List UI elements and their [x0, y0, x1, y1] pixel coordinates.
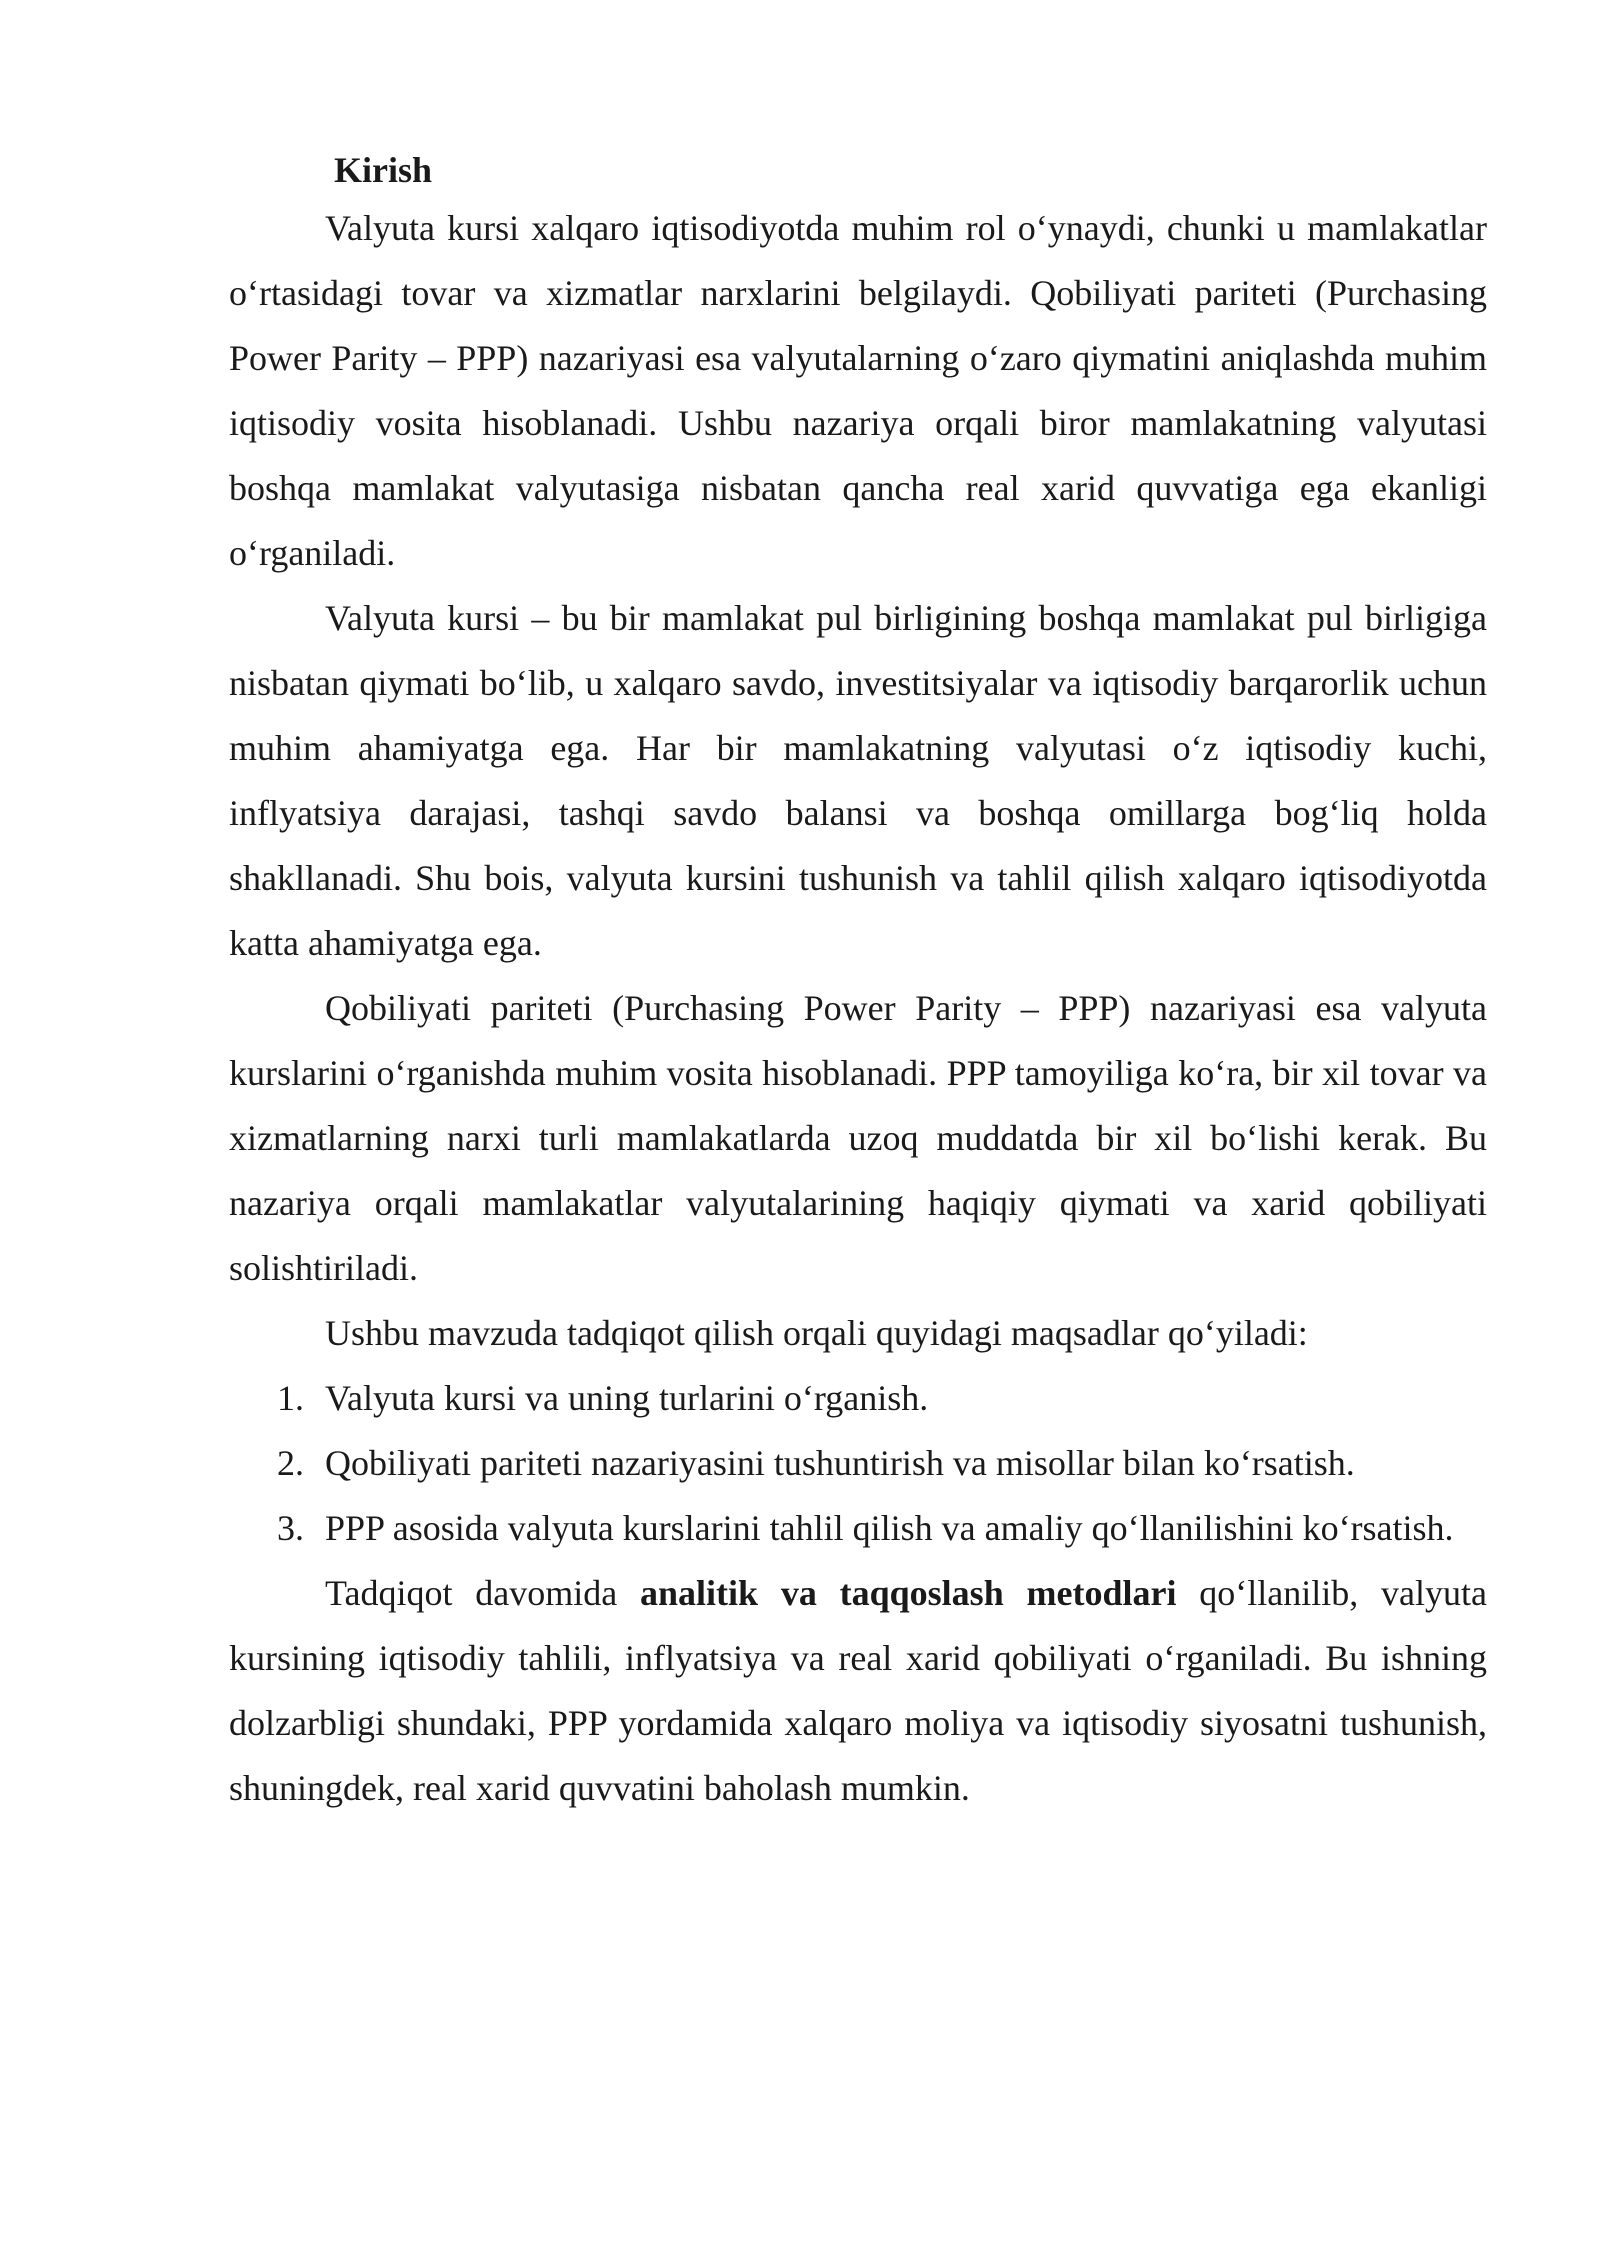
closing-text-end: qo‘llanilib, valyuta kursining iqtisodiy tahlili, inflyatsiya va real xarid qobiliyati o‘rganiladi. Bu ishning dolzarbligi shundaki, PPP yordamida xalqaro moliya va iqtisodiy siyosatni tushunish, shuningdek, real xarid quvvatini baholash mumkin. [229, 1573, 1488, 1808]
list-item-text: Valyuta kursi va uning turlarini o‘rganish. [325, 1378, 929, 1418]
document-page [229, 150, 1487, 1821]
section-heading: Kirish [334, 150, 433, 190]
intro-paragraph: Valyuta kursi xalqaro iqtisodiyotda muhim rol o‘ynaydi, chunki u mamlakatlar o‘rtasidagi tovar va xizmatlar narxlarini belgilaydi. Qobiliyati pariteti (Purchasing Power Parity – PPP) nazariyasi esa valyutalarning o‘zaro qiymatini aniqlashda muhim iqtisodiy vosita hisoblanadi. Ushbu nazariya orqali biror mamlakatning valyutasi boshqa mamlakat valyutasiga nisbatan qancha real xarid quvvatiga ega ekanligi o‘rganiladi. [229, 208, 1487, 573]
closing-text-start: Tadqiqot davomida [325, 1573, 641, 1613]
list-item-number: 1. [277, 1378, 304, 1418]
closing-paragraph [229, 1561, 1487, 1821]
goals-intro-paragraph: Ushbu mavzuda tadqiqot qilish orqali quyidagi maqsadlar qo‘yiladi: [325, 1313, 1308, 1353]
exchange-rate-paragraph: Valyuta kursi – bu bir mamlakat pul birligining boshqa mamlakat pul birligiga nisbatan qiymati bo‘lib, u xalqaro savdo, investitsiyalar va iqtisodiy barqarorlik uchun muhim ahamiyatga ega. Har bir mamlakatning valyutasi o‘z iqtisodiy kuchi, inflyatsiya darajasi, tashqi savdo balansi va boshqa omillarga bog‘liq holda shakllanadi. Shu bois, valyuta kursini tushunish va tahlil qilish xalqaro iqtisodiyotda katta ahamiyatga ega. [229, 598, 1487, 963]
ppp-paragraph: Qobiliyati pariteti (Purchasing Power Parity – PPP) nazariyasi esa valyuta kurslarini o‘rganishda muhim vosita hisoblanadi. PPP tamoyiliga ko‘ra, bir xil tovar va xizmatlarning narxi turli mamlakatlarda uzoq muddatda bir xil bo‘lishi kerak. Bu nazariya orqali mamlakatlar valyutalarining haqiqiy qiymati va xarid qobiliyati solishtiriladi. [229, 988, 1487, 1288]
list-item [229, 1431, 1487, 1496]
list-item-number: 2. [277, 1443, 304, 1483]
list-item-number: 3. [277, 1508, 304, 1548]
list-item-text: Qobiliyati pariteti nazariyasini tushuntirish va misollar bilan ko‘rsatish. [325, 1443, 1355, 1483]
list-item [229, 1496, 1487, 1561]
methods-emphasis: analitik va taqqoslash metodlari [640, 1573, 1177, 1613]
list-item-text: PPP asosida valyuta kurslarini tahlil qilish va amaliy qo‘llanilishini ko‘rsatish. [325, 1508, 1454, 1548]
goals-list [229, 1366, 1487, 1561]
list-item [229, 1366, 1487, 1431]
